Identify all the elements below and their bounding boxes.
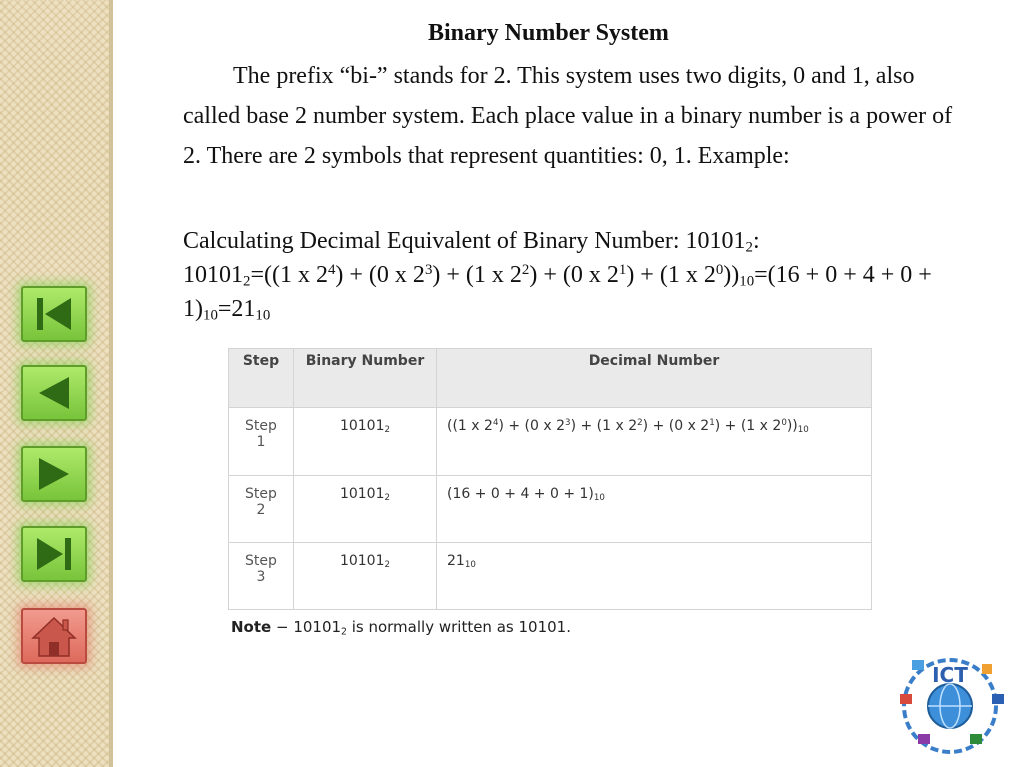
decimal-cell [437,476,872,543]
exponent: 3 [424,261,433,278]
base-subscript: 10 [739,273,755,290]
expr-part: )) [723,262,740,288]
exponent: 1 [618,261,627,278]
skip-to-end-icon [23,528,85,580]
header-step: Step [229,349,294,408]
logo-app-icon [970,734,982,744]
binary-cell [294,408,437,476]
decimal-cell [437,408,872,476]
binary-cell [294,543,437,610]
expr-part: =((1 x 2 [250,262,328,288]
expr-part: =(16 + 0 + 4 + 0 + 1) [183,262,932,322]
decimal-cell [437,543,872,610]
expr-part: ) + (1 x 2 [626,262,716,288]
expr-part: ) + (0 x 2 [498,418,566,434]
exponent: 2 [521,261,530,278]
exponent: 0 [715,261,724,278]
calculation-block [183,224,973,326]
exponent: 4 [327,261,336,278]
base-subscript: 2 [384,425,391,436]
exponent: 1 [709,418,715,429]
binary-value: 10101 [339,418,385,434]
exponent: 4 [492,418,499,429]
logo-app-icon [918,734,930,744]
base-subscript: 2 [745,239,753,256]
home-icon [23,610,85,662]
calc-heading: Calculating Decimal Equivalent of Binary Number: 10101 [183,228,746,254]
base-subscript: 2 [384,560,391,571]
base-subscript: 10 [593,493,605,504]
note-dash: − [271,618,294,636]
exponent: 2 [637,418,643,429]
last-slide-button[interactable] [21,526,87,582]
note-number: 10101 [293,618,342,636]
note-label: Note [231,618,272,636]
binary-value: 10101 [339,553,385,569]
expr-part: ) + (1 x 2 [570,418,638,434]
expr-part: ((1 x 2 [447,418,493,434]
first-slide-button[interactable] [21,286,87,342]
home-button[interactable] [21,608,87,664]
logo-app-icon [900,694,912,704]
step-cell: Step 3 [229,543,294,610]
decimal-value: 21 [447,553,465,569]
logo-app-icon [912,660,924,670]
header-decimal: Decimal Number [437,349,872,408]
exponent: 3 [565,418,571,429]
base-subscript: 10 [464,560,476,571]
table-row [229,543,872,610]
logo-app-icon [982,664,992,674]
expr-part: ) + (0 x 2 [335,262,425,288]
base-subscript: 10 [797,425,809,436]
exponent: 0 [781,418,787,429]
steps-table [228,348,872,610]
expr-result: =21 [217,296,256,322]
base-subscript: 2 [243,273,251,290]
decimal-value: (16 + 0 + 4 + 0 + 1) [447,486,594,502]
expr-part: ) + (0 x 2 [642,418,710,434]
expr-part: )) [786,418,798,434]
expr-part: ) + (1 x 2 [432,262,522,288]
binary-value: 10101 [339,486,385,502]
intro-text: The prefix “bi-” stands for 2. This system uses two digits, 0 and 1, also called base 2 number system. Each place value in a binary number is a power of 2. There are 2 symbols that represent quantities: 0, 1. Example: [183,63,953,169]
sidebar-divider [109,0,113,767]
base-subscript: 10 [255,307,271,324]
expr-part: ) + (0 x 2 [529,262,619,288]
step-cell: Step 2 [229,476,294,543]
header-binary: Binary Number [294,349,437,408]
slide-title: Binary Number System [428,20,669,46]
base-subscript: 2 [341,626,347,638]
intro-paragraph [183,56,953,176]
skip-to-start-icon [23,288,85,340]
step-cell: Step 1 [229,408,294,476]
expr-number: 10101 [183,262,243,288]
table-row [229,476,872,543]
logo-text: ICT [932,663,968,687]
note-line [231,618,571,636]
table-header-row [229,349,872,408]
base-subscript: 10 [203,307,218,324]
previous-slide-button[interactable] [21,365,87,421]
binary-cell [294,476,437,543]
table-row [229,408,872,476]
expr-part: ) + (1 x 2 [714,418,782,434]
ict-logo [888,648,1012,758]
note-text: is normally written as 10101. [346,618,571,636]
logo-app-icon [992,694,1004,704]
next-slide-button[interactable] [21,446,87,502]
previous-icon [23,367,85,419]
base-subscript: 2 [384,493,391,504]
next-icon [23,448,85,500]
calc-colon: : [752,228,760,254]
